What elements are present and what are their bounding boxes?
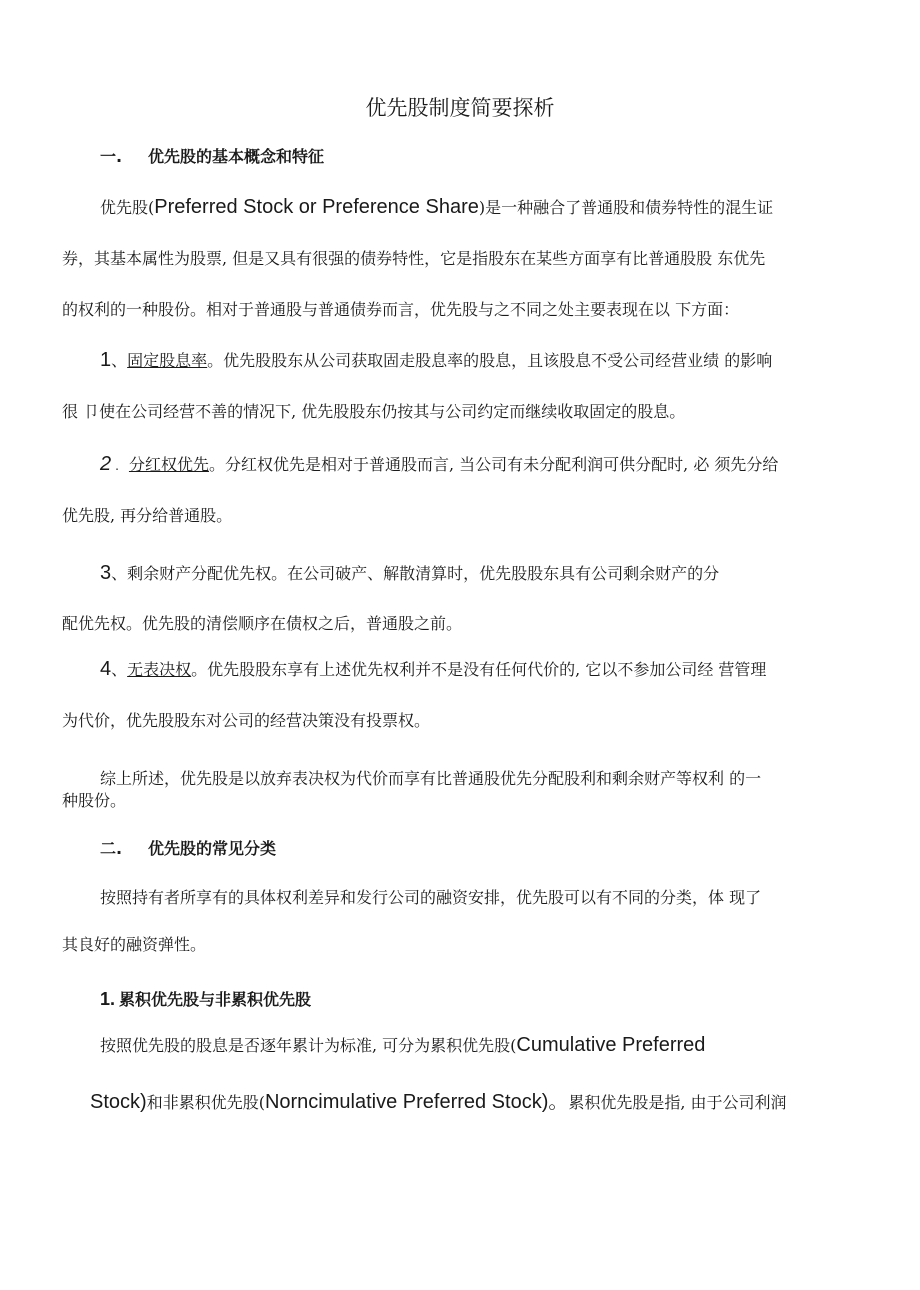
section-2-number: 二. [100,839,123,858]
subsection-1-line-2 [90,1091,787,1114]
item-2-text: 。分红权优先是相对于普通股而言, 当公司有未分配利润可供分配时, 必 须先分给 [208,455,779,474]
subsection-1-english-a: Cumulative Preferred [516,1034,706,1056]
item-4-separator: 、 [111,660,128,679]
section-2-intro-line-2: 其良好的融资弹性。 [62,935,207,954]
item-1-term: 固定股息率 [127,351,208,370]
intro-english-term: Preferred Stock or Preference Share [154,196,479,218]
subsection-1-heading [100,988,311,1011]
item-4-term: 无表决权 [127,660,192,679]
item-4-line-1 [100,658,766,681]
item-3-line-2: 配优先权。优先股的清偿顺序在债权之后，普通股之前。 [62,614,463,633]
page-title: 优先股制度简要探析 [365,96,555,120]
item-4-text: 。优先股股东享有上述优先权利并不是没有任何代价的, 它以不参加公司经 营管理 [191,660,767,679]
subsection-1-title: 累积优先股与非累积优先股 [119,990,312,1009]
intro-line-3: 的权利的一种股份。相对于普通股与普通债券而言，优先股与之不同之处主要表现在以 下方面： [62,300,740,319]
subsection-1-text-a: 按照优先股的股息是否逐年累计为标准, 可分为累积优先股( [100,1036,517,1055]
intro-text-a: 优先股( [100,198,155,217]
section-2-heading [100,838,276,860]
item-1-number: 1 [100,349,112,371]
summary-line-2: 种股份。 [62,791,127,810]
section-1-title: 优先股的基本概念和特征 [148,147,325,166]
intro-line-1 [100,196,773,219]
item-1-separator: 、 [111,351,128,370]
item-2-term: 分红权优先 [128,455,209,474]
intro-text-c: )是一种融合了普通股和债券特性的混生证 [478,198,774,217]
subsection-1-english-c: Norncimulative Preferred Stock)。 [264,1091,569,1113]
item-3-separator: 、 [111,564,128,583]
subsection-1-english-b: Stock) [90,1091,147,1113]
item-1-line-1 [100,349,772,372]
item-3-number: 3 [100,562,112,584]
item-1-text: 。优先股股东从公司获取固走股息率的股息，且该股息不受公司经营业绩 的影响 [207,351,773,370]
item-2-line-1 [100,453,778,477]
section-2-title: 优先股的常见分类 [148,839,277,858]
section-1-number: 一. [100,147,123,166]
section-2-intro-line-1: 按照持有者所享有的具体权利差异和发行公司的融资安排，优先股可以有不同的分类，体 现了 [100,888,762,907]
subsection-1-text-c: 累积优先股是指, 由于公司利润 [568,1093,787,1112]
item-3-text: 剩余财产分配优先权。在公司破产、解散清算时，优先股股东具有公司剩余财产的分 [127,564,720,583]
subsection-1-text-b: 和非累积优先股( [146,1093,265,1112]
subsection-1-line-1 [100,1034,705,1057]
item-2-line-2: 优先股, 再分给普通股。 [62,506,233,525]
intro-line-2: 券，其基本属性为股票, 但是又具有很强的债券特性，它是指股东在某些方面享有比普通股股 东优先 [62,249,766,268]
subsection-1-number: 1. [100,989,116,1009]
item-2-number: 2 [100,453,112,475]
item-4-line-2: 为代价，优先股股东对公司的经营决策没有投票权。 [62,711,431,730]
summary-line-1: 综上所述，优先股是以放弃表决权为代价而享有比普通股优先分配股利和剩余财产等权利 的一 [100,769,762,788]
item-1-line-2: 很 卩使在公司经营不善的情况下, 优先股股东仍按其与公司约定而继续收取固定的股息。 [62,402,686,421]
item-2-separator: . [115,459,119,473]
section-1-heading [100,146,324,168]
item-3-line-1 [100,562,719,585]
item-4-number: 4 [100,658,112,680]
